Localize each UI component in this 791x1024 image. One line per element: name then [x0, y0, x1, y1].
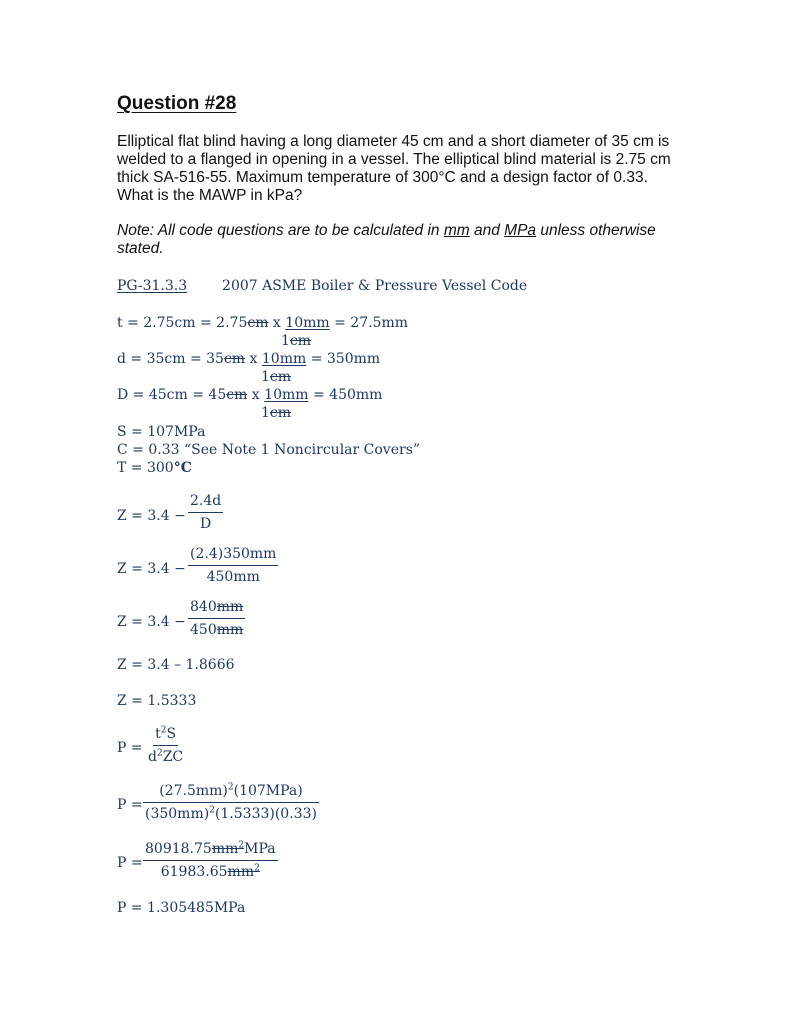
p-sub2-den-value: 61983.65	[160, 864, 228, 880]
z-sub2-fraction	[188, 598, 245, 639]
p-formula-lhs: P =	[117, 740, 143, 756]
conversion-t-x: x	[268, 315, 286, 331]
conversion-D	[117, 386, 382, 404]
conversion-d-pre: d = 35cm = 35	[117, 351, 224, 367]
p-sub-den-sup: 2	[209, 805, 215, 816]
p-sub2-num-tail: MPa	[244, 841, 276, 857]
note-suffix: unless otherwise stated.	[117, 222, 656, 257]
conversion-D-num: 10mm	[264, 387, 309, 403]
conversion-D-pre: D = 45cm = 45	[117, 387, 227, 403]
p-formula-den-zc: ZC	[162, 749, 184, 765]
z-sub-denominator: 450mm	[206, 569, 260, 585]
conversion-D-den-num: 1	[261, 405, 270, 421]
p-sub2-den-sup: 2	[254, 863, 260, 874]
note-text	[117, 222, 677, 258]
conversion-t-cm: cm	[247, 315, 269, 331]
p-sub-den-a: (350mm)	[145, 806, 210, 822]
conversion-d-x: x	[245, 351, 262, 367]
p-sub2-lhs: P =	[117, 855, 143, 871]
p-sub-numerator	[143, 782, 319, 803]
code-section: PG-31.3.3	[117, 278, 188, 294]
z-sub2-den-unit: mm	[216, 622, 244, 638]
z-formula-numerator: 2.4d	[188, 492, 223, 513]
conversion-d-den-cm: cm	[269, 369, 292, 385]
p-sub2-den-unit: mm	[227, 864, 255, 880]
code-reference	[117, 277, 527, 295]
z-sub-lhs: Z = 3.4 −	[117, 561, 186, 577]
z-sub2-denominator	[188, 619, 245, 639]
z-sub2-num-value: 840	[190, 599, 217, 615]
conversion-t	[117, 314, 408, 332]
note-and: and	[469, 222, 505, 239]
conversion-t-den	[281, 332, 311, 350]
p-sub2-num-unit-wrap	[212, 841, 244, 857]
conversion-d-den-num: 1	[261, 369, 270, 385]
p-formula-num-sup: 2	[160, 725, 167, 736]
conversion-t-den-cm: cm	[289, 333, 312, 349]
z-sub-fraction	[188, 545, 278, 586]
code-name: 2007 ASME Boiler & Pressure Vessel Code	[222, 278, 528, 294]
z-sub2-numerator	[188, 598, 245, 619]
z-sub2-lhs: Z = 3.4 −	[117, 614, 186, 630]
given-T-value: T = 300	[117, 460, 174, 476]
p-sub-num-a: (27.5mm)	[159, 783, 228, 799]
p-formula-fraction	[146, 725, 185, 766]
note-prefix: Note: All code questions are to be calculated in	[117, 222, 444, 239]
conversion-t-pre: t = 2.75cm = 2.75	[117, 315, 248, 331]
z-sub2-num-unit: mm	[216, 599, 244, 615]
p-sub2-denominator	[159, 861, 262, 881]
z-formula-fraction	[188, 492, 223, 533]
given-S: S = 107MPa	[117, 424, 206, 440]
p-sub-den-b: (1.5333)(0.33)	[214, 806, 317, 822]
z-result: Z = 1.5333	[117, 693, 197, 709]
conversion-d-cm: cm	[223, 351, 246, 367]
conversion-D-x: x	[247, 387, 265, 403]
question-title: Question #28	[117, 93, 237, 114]
conversion-D-eq: = 450mm	[308, 387, 383, 403]
given-C: C = 0.33 “See Note 1 Noncircular Covers”	[117, 442, 421, 458]
p-formula-num-t: t	[155, 726, 161, 742]
p-sub-num-b: (107MPa)	[233, 783, 303, 799]
conversion-d-num: 10mm	[261, 351, 307, 367]
p-sub2-num-value: 80918.75	[145, 841, 212, 857]
conversion-D-den	[261, 404, 291, 422]
p-result: P = 1.305485MPa	[117, 900, 246, 916]
p-sub2-num-unit: mm	[211, 841, 239, 857]
conversion-d-den	[261, 368, 291, 386]
z-formula-denominator: D	[200, 516, 212, 532]
conversion-t-den-num: 1	[281, 333, 290, 349]
p-sub2-numerator	[143, 840, 278, 861]
conversion-D-cm: cm	[226, 387, 248, 403]
p-sub-fraction	[143, 782, 319, 823]
conversion-d-eq: = 350mm	[306, 351, 381, 367]
conversion-D-den-cm: cm	[269, 405, 292, 421]
conversion-t-num: 10mm	[285, 315, 330, 331]
p-sub2-num-sup: 2	[238, 840, 245, 851]
note-mpa: MPa	[504, 222, 537, 239]
p-sub2-fraction	[143, 840, 278, 881]
p-formula-numerator	[153, 725, 178, 746]
z-formula-lhs: Z = 3.4 −	[117, 508, 186, 524]
question-text: Elliptical flat blind having a long diameter 45 cm and a short diameter of 35 cm is welded to a flanged in opening in a vessel. The elliptical blind material is 2.75 cm thick SA-516-55. Maximum temperature of 300°C and a design factor of 0.33. What is the MAWP in kPa?	[117, 133, 671, 204]
p-formula-denominator	[146, 746, 185, 766]
given-T	[117, 459, 192, 477]
conversion-d	[117, 350, 380, 368]
p-sub-lhs: P =	[117, 797, 143, 813]
note-mm: mm	[443, 222, 470, 239]
p-sub-num-sup: 2	[227, 782, 234, 793]
conversion-t-eq: = 27.5mm	[329, 315, 409, 331]
z-calc: Z = 3.4 – 1.8666	[117, 657, 235, 673]
p-formula-num-s: S	[166, 726, 177, 742]
z-sub2-den-value: 450	[190, 622, 217, 638]
given-T-unit: °C	[173, 460, 192, 476]
p-sub2-den-unit-wrap	[228, 864, 260, 880]
z-sub-numerator: (2.4)350mm	[188, 545, 278, 566]
p-sub-denominator	[143, 803, 319, 823]
p-formula-den-sup: 2	[156, 748, 163, 759]
p-formula-den-d: d	[148, 749, 157, 765]
